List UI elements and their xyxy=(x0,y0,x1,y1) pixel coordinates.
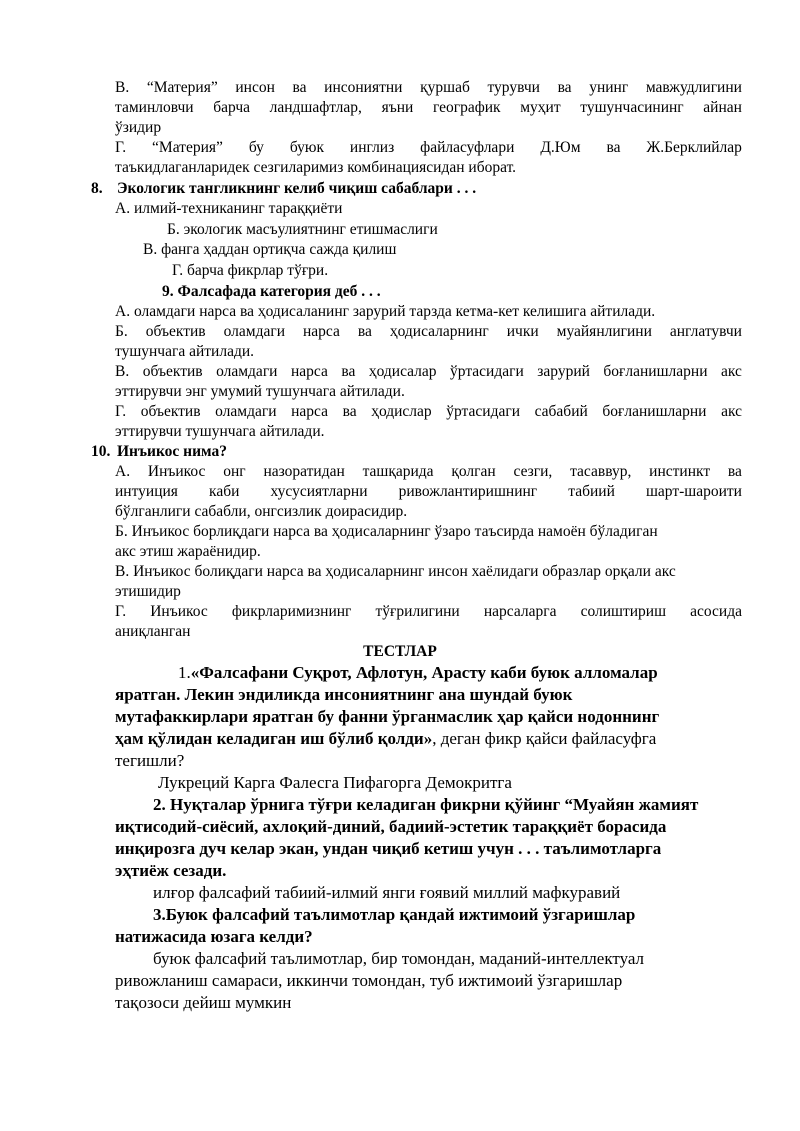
question-9-option-b-line-2: тушунчага айтилади. xyxy=(115,343,255,360)
question-9-option-g-line-1: Г. объектив оламдаги нарса ва ҳодислар ўртасидаги сабабий боғланишларни акс xyxy=(115,403,742,420)
question-9-option-v-line-1: В. объектив оламдаги нарса ва ҳодисалар ўртасидаги зарурий боғланишларни акс xyxy=(115,363,742,380)
tests-heading: ТЕСТЛАР xyxy=(363,643,437,660)
test-1-question-line-4 xyxy=(115,728,656,750)
prev-option-v-line-1: В. “Материя” инсон ва инсониятни қуршаб турувчи ва унинг мавжудлигини xyxy=(115,79,742,96)
test-1-line-1 xyxy=(178,662,658,684)
question-10-option-v-line-2: этишидир xyxy=(115,583,181,600)
question-10-option-g-line-1: Г. Инъикос фикрларимизнинг тўғрилигини нарсаларга солиштириш асосида xyxy=(115,603,742,620)
prev-option-v-line-2: таминловчи барча ландшафтлар, яъни географик муҳит тушунчасининг айнан xyxy=(115,99,742,116)
test-1-answers: Лукреций Карга Фалесга Пифагорга Демокритга xyxy=(158,773,512,792)
question-10-number: 10. xyxy=(91,443,111,460)
question-9-number: 9 xyxy=(162,283,170,300)
question-10-option-v-line-1: В. Инъикос болиқдаги нарса ва ҳодисаларнинг инсон хаёлидаги образлар орқали акс xyxy=(115,563,676,580)
test-2-question-line-2: иқтисодий-сиёсий, ахлоқий-диний, бадиий-эстетик тараққиёт борасида xyxy=(115,817,667,836)
question-8-text: Экологик тангликнинг келиб чиқиш сабаблари . . . xyxy=(117,180,477,197)
prev-option-v-line-3: ўзидир xyxy=(115,119,162,136)
test-1-question-line-1: «Фалсафани Суқрот, Афлотун, Арасту каби буюк алломалар xyxy=(190,663,658,682)
test-1-question-tail: , деган фикр қайси файласуфга xyxy=(432,729,657,748)
test-1-question-bold-end: ҳам қўлидан келадиган иш бўлиб қолди» xyxy=(115,729,433,748)
prev-option-g-line-1: Г. “Материя” бу буюк инглиз файласуфлари Д.Юм ва Ж.Берклийлар xyxy=(115,139,742,156)
question-8-option-v: В. фанга ҳаддан ортиқча сажда қилиш xyxy=(143,241,397,258)
question-10-option-b-line-1: Б. Инъикос борлиқдаги нарса ва ҳодисаларнинг ўзаро таъсирда намоён бўладиган xyxy=(115,523,658,540)
test-1-question-line-2: яратган. Лекин эндиликда инсониятнинг ана шундай буюк xyxy=(115,685,573,704)
test-3-answer-line-3: тақозоси дейиш мумкин xyxy=(115,993,292,1012)
question-8-option-a: А. илмий-техниканинг тараққиёти xyxy=(115,200,343,217)
test-1-question-line-5: тегишли? xyxy=(115,751,185,770)
question-10-option-a-line-1: А. Инъикос онг назоратидан ташқарида қолган сезги, тасаввур, инстинкт ва xyxy=(115,463,742,480)
question-10-option-g-line-2: аниқланган xyxy=(115,623,191,640)
question-10-option-a-line-3: бўлганлиги сабабли, онгсизлик доирасидир. xyxy=(115,503,408,520)
test-2-answers: илғор фалсафий табиий-илмий янги ғоявий миллий мафкуравий xyxy=(153,883,621,902)
question-10-option-b-line-2: акс этиш жараёнидир. xyxy=(115,543,261,560)
question-10-text: Инъикос нима? xyxy=(117,443,227,460)
test-3-question-line-2: натижасида юзага келди? xyxy=(115,927,313,946)
question-8-option-g: Г. барча фикрлар тўғри. xyxy=(172,262,329,279)
test-3-answer-line-2: ривожланиш самараси, иккинчи томондан, туб ижтимоий ўзгаришлар xyxy=(115,971,623,990)
question-9-option-a: А. оламдаги нарса ва ҳодисаланинг зарурий тарзда кетма-кет келишига айтилади. xyxy=(115,303,656,320)
test-2-question-line-4: эҳтиёж сезади. xyxy=(115,861,227,880)
test-1-number: 1. xyxy=(178,663,191,682)
question-9-option-b-line-1: Б. объектив оламдаги нарса ва ҳодисаларнинг ички муайянлигини англатувчи xyxy=(115,323,742,340)
prev-option-g-line-2: таъкидлаганларидек сезгиларимиз комбинациясидан иборат. xyxy=(115,159,517,176)
question-8-option-b: Б. экологик масъулиятнинг етишмаслиги xyxy=(167,221,438,238)
question-8-number: 8. xyxy=(91,180,103,197)
test-2-question-line-1: 2. Нуқталар ўрнига тўғри келадиган фикрни қўйинг “Муайян жамият xyxy=(153,795,699,814)
question-9 xyxy=(162,282,381,302)
question-9-option-g-line-2: эттирувчи тушунчага айтилади. xyxy=(115,423,325,440)
test-2-question-line-3: инқирозга дуч келар экан, ундан чиқиб кетиш учун . . . таълимотларга xyxy=(115,839,662,858)
test-3-question-line-1: 3.Буюк фалсафий таълимотлар қандай ижтимоий ўзгаришлар xyxy=(153,905,636,924)
question-9-text: . Фалсафада категория деб . . . xyxy=(169,283,381,300)
test-3-answer-line-1: буюк фалсафий таълимотлар, бир томондан, маданий-интеллектуал xyxy=(153,949,645,968)
test-1-question-line-3: мутафаккирлари яратган бу фанни ўрганмаслик ҳар қайси нодоннинг xyxy=(115,707,660,726)
question-10-option-a-line-2: интуиция каби хусусиятларни ривожлантиришнинг табиий шарт-шароити xyxy=(115,483,742,500)
question-9-option-v-line-2: эттирувчи энг умумий тушунчага айтилади. xyxy=(115,383,405,400)
